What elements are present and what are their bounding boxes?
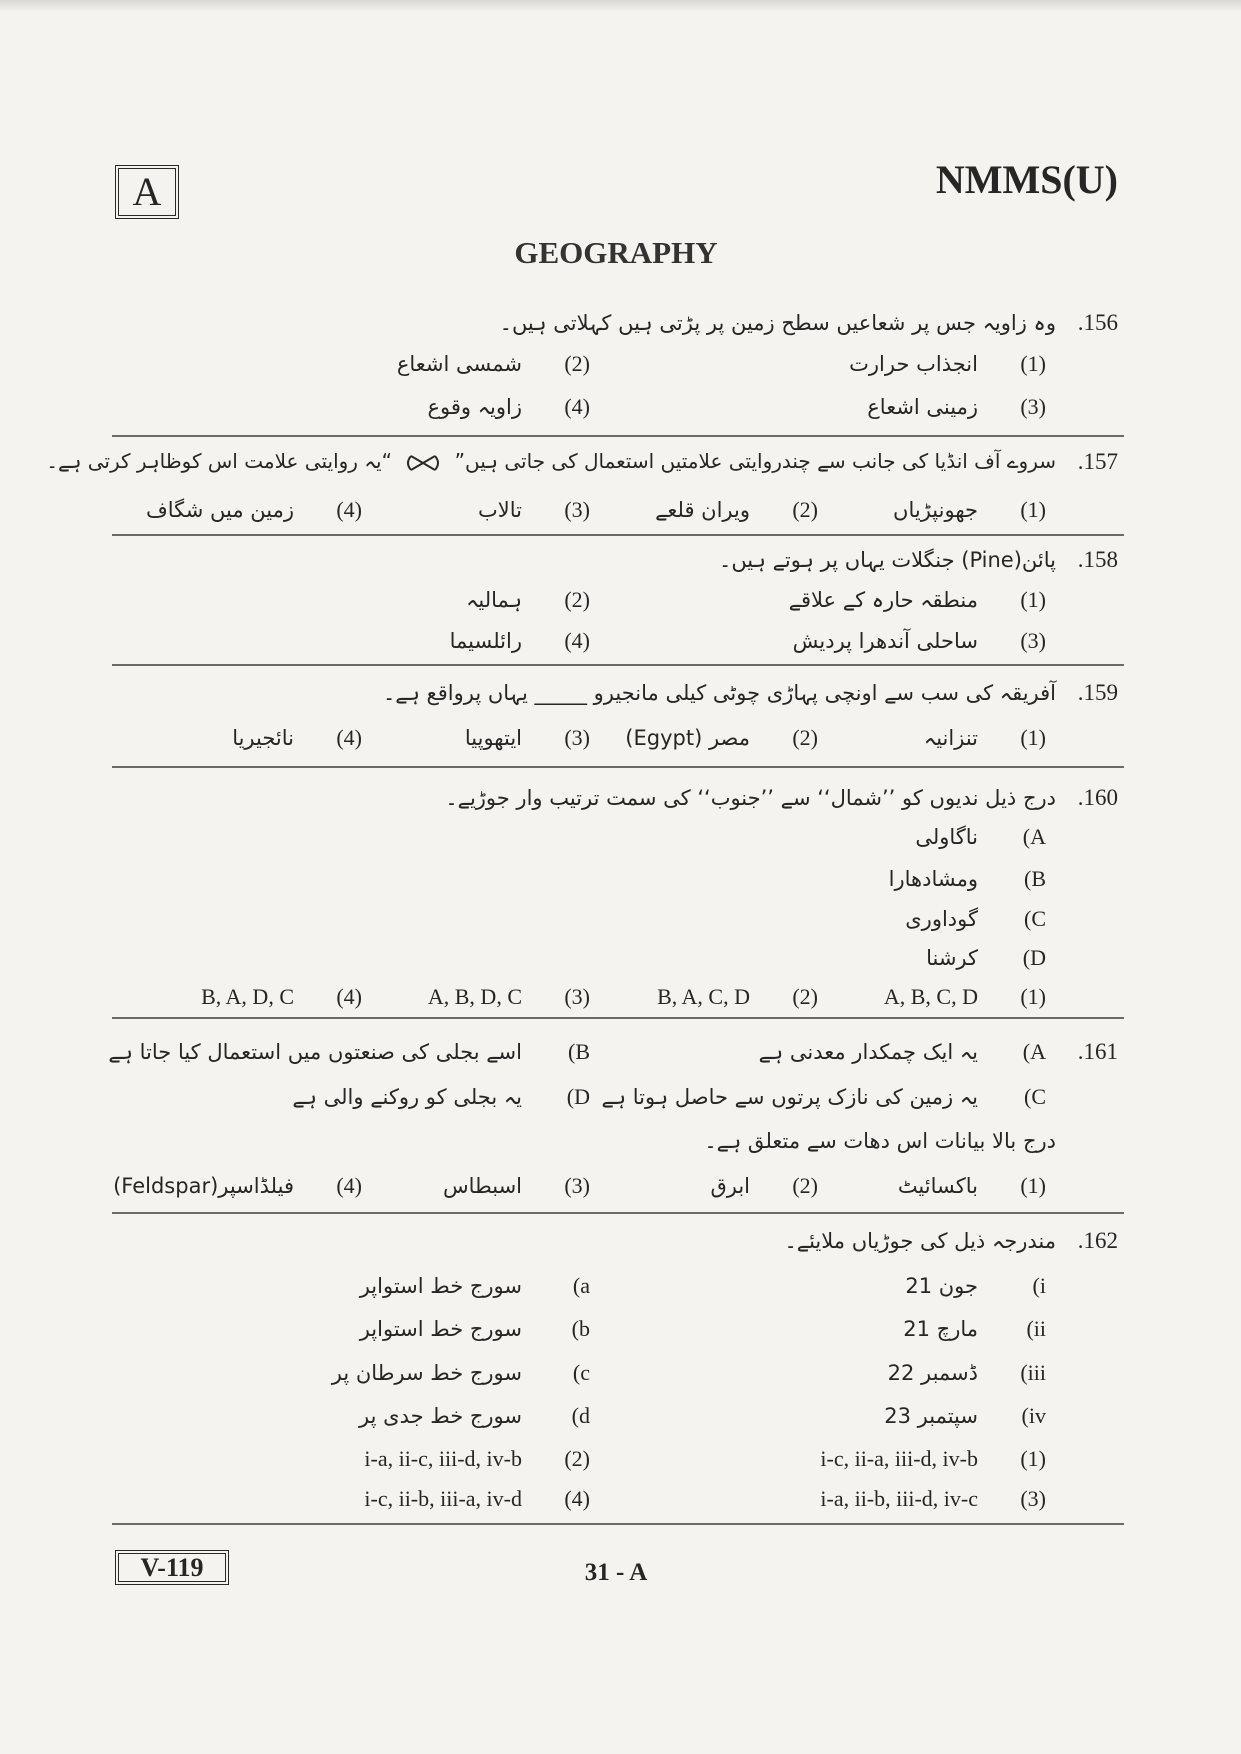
question-number: 157. <box>1077 449 1118 474</box>
question-number: 158. <box>1077 547 1118 572</box>
option-label: (3) <box>1020 1486 1046 1511</box>
list-item <box>112 817 1124 857</box>
match-option <box>112 1403 600 1429</box>
indent <box>1056 738 1124 739</box>
match-pair-row <box>112 1353 1124 1393</box>
option-2 <box>600 984 828 1010</box>
match-option <box>112 1360 600 1386</box>
option-text: باکسائیٹ <box>897 1174 978 1198</box>
match-label: b) <box>571 1316 590 1341</box>
options-row <box>112 621 1124 661</box>
match-text: سورج خط استواپر <box>359 1274 522 1298</box>
item-text: ڈسمبر 22 <box>887 1361 978 1385</box>
statement-text: یہ زمین کی نازک پرتوں سے حاصل ہوتا ہے <box>601 1085 978 1109</box>
question-text-row <box>112 1121 1124 1161</box>
option-text: فیلڈاسپر(Feldspar) <box>113 1174 294 1198</box>
option-3 <box>600 1486 1056 1512</box>
question-text: آفریقہ کی سب سے اونچی پہاڑی چوٹی کیلی مانجیرو _____ یہاں پرواقع ہے۔ <box>382 681 1056 705</box>
statement-b <box>108 1039 600 1065</box>
indent <box>1056 364 1124 365</box>
option-text: تنزانیہ <box>923 726 978 750</box>
booklet-code-box <box>115 165 179 219</box>
indent <box>1056 1373 1124 1374</box>
option-label: (2) <box>564 1446 590 1471</box>
match-text: سورج خط سرطان پر <box>331 1361 522 1385</box>
scan-edge <box>0 0 1241 12</box>
question-160 <box>112 778 1124 818</box>
statement-label: D) <box>566 1084 590 1109</box>
option-3 <box>372 725 600 751</box>
question-162 <box>112 1221 1124 1261</box>
section-title: GEOGRAPHY <box>514 235 718 270</box>
indent <box>1056 1286 1124 1287</box>
options-row <box>112 977 1124 1017</box>
option-label: (1) <box>1020 725 1046 750</box>
page-bottom-divider <box>112 1523 1124 1525</box>
option-4 <box>112 497 372 523</box>
option-text: ویران قلعے <box>655 498 750 522</box>
indent <box>1056 997 1124 998</box>
question-number: 160. <box>1077 785 1118 810</box>
option-2 <box>112 1446 600 1472</box>
option-4 <box>112 1486 600 1512</box>
statement-label: C) <box>1023 1084 1046 1109</box>
option-1 <box>828 497 1056 523</box>
match-item <box>600 1316 1056 1342</box>
option-4 <box>112 1173 372 1199</box>
item-text: ومشادھارا <box>888 867 978 891</box>
option-label: (2) <box>792 497 818 522</box>
question-number: 156. <box>1077 310 1118 335</box>
option-label: (2) <box>792 725 818 750</box>
question-divider <box>112 534 1124 536</box>
indent <box>1056 837 1124 838</box>
option-4 <box>112 725 372 751</box>
indent <box>1056 1186 1124 1187</box>
match-text: سورج خط استواپر <box>359 1317 522 1341</box>
match-label: d) <box>571 1403 590 1428</box>
option-text: زاویہ وقوع <box>427 395 522 419</box>
question-divider <box>112 435 1124 437</box>
option-4 <box>112 628 600 654</box>
question-divider <box>112 664 1124 666</box>
indent <box>1056 407 1124 408</box>
question-text: مندرجہ ذیل کی جوڑیاں ملایئے۔ <box>784 1229 1056 1253</box>
option-1 <box>828 984 1056 1010</box>
item-label: i) <box>1032 1273 1046 1298</box>
indent <box>1056 1097 1124 1098</box>
option-text: رائلسیما <box>449 629 522 653</box>
page-number: 31 - A <box>584 1559 648 1586</box>
option-label: (1) <box>1020 587 1046 612</box>
booklet-code: A <box>132 169 162 214</box>
option-2 <box>112 587 600 613</box>
option-label: (4) <box>336 984 362 1009</box>
statements-row <box>112 1077 1124 1117</box>
option-text: ابرق <box>710 1174 750 1198</box>
option-text: اسبطاس <box>442 1174 522 1198</box>
item-label: D) <box>1022 945 1046 970</box>
option-text: منطقہ حارہ کے علاقے <box>788 588 978 612</box>
option-text: A, B, D, C <box>427 984 522 1009</box>
list-item <box>112 859 1124 899</box>
option-label: (3) <box>564 497 590 522</box>
option-1 <box>600 1446 1056 1472</box>
statement-text: یہ ایک چمکدار معدنی ہے <box>758 1040 978 1064</box>
option-2 <box>600 1173 828 1199</box>
option-label: (1) <box>1020 1173 1046 1198</box>
option-text: i-a, ii-c, iii-d, iv-b <box>364 1446 522 1471</box>
question-text <box>46 449 1056 475</box>
option-label: (3) <box>1020 394 1046 419</box>
option-1 <box>828 1173 1056 1199</box>
option-label: (3) <box>564 984 590 1009</box>
indent <box>1056 879 1124 880</box>
indent <box>1056 1141 1124 1142</box>
item-label: iv) <box>1021 1403 1046 1428</box>
question-divider <box>112 1212 1124 1214</box>
item-text: ناگاولی <box>915 825 978 849</box>
option-text: ایتھوپیا <box>464 726 522 750</box>
question-text-part-2: “یہ روایتی علامت اس کوظاہر کرتی ہے۔ <box>46 449 392 474</box>
option-label: (2) <box>564 587 590 612</box>
indent <box>1056 641 1124 642</box>
question-number: 162. <box>1077 1228 1118 1253</box>
indent <box>1056 510 1124 511</box>
indent <box>1056 919 1124 920</box>
option-1 <box>600 351 1056 377</box>
statement-label: A) <box>1022 1039 1046 1064</box>
question-text: درج ذیل ندیوں کو ’’شمال‘‘ سے ’’جنوب‘‘ کی سمت ترتیب وار جوڑیے۔ <box>445 786 1056 810</box>
option-text: ہمالیہ <box>466 588 522 612</box>
option-label: (1) <box>1020 497 1046 522</box>
option-label: (3) <box>564 1173 590 1198</box>
option-2 <box>600 497 828 523</box>
option-text: انجذاب حرارت <box>849 352 978 376</box>
question-number: 159. <box>1077 680 1118 705</box>
option-text: جھونپڑیاں <box>893 498 978 522</box>
option-text: زمین میں شگاف <box>146 498 294 522</box>
statement-label: B) <box>567 1039 590 1064</box>
option-label: (1) <box>1020 1446 1046 1471</box>
item-text: کرشنا <box>926 946 978 970</box>
option-label: (4) <box>564 1486 590 1511</box>
statement-text: اسے بجلی کی صنعتوں میں استعمال کیا جاتا ہے <box>108 1040 522 1064</box>
options-row <box>112 1166 1124 1206</box>
match-pair-row <box>112 1309 1124 1349</box>
option-label: (1) <box>1020 984 1046 1009</box>
option-text: نائجیریا <box>232 726 294 750</box>
question-text: درج بالا بیانات اس دھات سے متعلق ہے۔ <box>704 1129 1056 1153</box>
indent <box>1056 1329 1124 1330</box>
item-label: A) <box>1022 824 1046 849</box>
option-label: (4) <box>336 725 362 750</box>
match-label: a) <box>572 1273 590 1298</box>
match-item <box>600 1360 1056 1386</box>
options-row <box>112 344 1124 384</box>
item-text: مارچ 21 <box>903 1317 978 1341</box>
option-label: (2) <box>792 984 818 1009</box>
option-text: B, A, C, D <box>657 984 750 1009</box>
option-label: (4) <box>564 628 590 653</box>
option-text: i-a, ii-b, iii-d, iv-c <box>820 1486 978 1511</box>
option-3 <box>372 497 600 523</box>
indent <box>1056 1499 1124 1500</box>
option-text: i-c, ii-b, iii-a, iv-d <box>364 1486 522 1511</box>
item-label: C) <box>1023 906 1046 931</box>
match-pair-row <box>112 1266 1124 1306</box>
option-4 <box>112 394 600 420</box>
option-text: A, B, C, D <box>883 984 978 1009</box>
indent <box>1056 1416 1124 1417</box>
question-text: پائن(Pine) جنگلات یہاں پر ہوتے ہیں۔ <box>719 548 1056 572</box>
match-item <box>600 1273 1056 1299</box>
match-pair-row <box>112 1396 1124 1436</box>
option-2 <box>600 725 828 751</box>
option-3 <box>600 628 1056 654</box>
option-1 <box>828 725 1056 751</box>
option-text: ساحلی آندھرا پردیش <box>792 629 978 653</box>
option-3 <box>600 394 1056 420</box>
option-label: (3) <box>564 725 590 750</box>
option-text: i-c, ii-a, iii-d, iv-b <box>820 1446 978 1471</box>
match-item <box>600 1403 1056 1429</box>
statement-c <box>600 1084 1056 1110</box>
options-row <box>112 1479 1124 1519</box>
option-text: B, A, D, C <box>201 984 294 1009</box>
option-label: (3) <box>1020 628 1046 653</box>
option-3 <box>372 1173 600 1199</box>
item-label: ii) <box>1026 1316 1046 1341</box>
options-row <box>112 1439 1124 1479</box>
indent <box>1056 1459 1124 1460</box>
options-row <box>112 718 1124 758</box>
item-text: جون 21 <box>905 1274 978 1298</box>
option-2 <box>112 351 600 377</box>
exam-code: NMMS(U) <box>935 157 1118 202</box>
question-text-part-1: سروے آف انڈیا کی جانب سے چندروایتی علامتیں استعمال کی جاتی ہیں” <box>454 449 1056 474</box>
option-label: (4) <box>336 1173 362 1198</box>
match-option <box>112 1316 600 1342</box>
item-text: گوداوری <box>905 907 978 931</box>
statement-text: یہ بجلی کو روکنے والی ہے <box>292 1085 522 1109</box>
item-label: B) <box>1023 866 1046 891</box>
booklet-number: V-119 <box>140 1552 204 1582</box>
option-label: (1) <box>1020 351 1046 376</box>
option-text: تالاب <box>478 498 522 522</box>
statement-a <box>600 1039 1056 1065</box>
option-4 <box>112 984 372 1010</box>
question-divider <box>112 766 1124 768</box>
match-text: سورج خط جدی پر <box>359 1404 522 1428</box>
question-divider <box>112 1017 1124 1019</box>
options-row <box>112 580 1124 620</box>
match-label: c) <box>572 1360 590 1385</box>
list-item <box>112 938 1124 978</box>
option-label: (2) <box>792 1173 818 1198</box>
indent <box>1056 600 1124 601</box>
option-text: زمینی اشعاع <box>867 395 978 419</box>
option-1 <box>600 587 1056 613</box>
options-row <box>112 490 1124 530</box>
option-label: (4) <box>564 394 590 419</box>
item-label: iii) <box>1020 1360 1046 1385</box>
options-row <box>112 387 1124 427</box>
option-text: شمسی اشعاع <box>396 352 522 376</box>
question-number: 161. <box>1077 1039 1118 1064</box>
indent <box>1056 958 1124 959</box>
question-157 <box>46 442 1124 482</box>
option-text: مصر (Egypt) <box>625 726 750 750</box>
option-3 <box>372 984 600 1010</box>
question-156 <box>112 303 1124 343</box>
question-159 <box>112 673 1124 713</box>
question-161 <box>108 1032 1124 1072</box>
statement-d <box>112 1084 600 1110</box>
question-158 <box>112 540 1124 580</box>
option-label: (2) <box>564 351 590 376</box>
match-option <box>112 1273 600 1299</box>
question-text: وہ زاویہ جس پر شعاعیں سطح زمین پر پڑتی ہیں کہلاتی ہیں۔ <box>499 311 1056 335</box>
item-text: سپتمبر 23 <box>884 1404 978 1428</box>
map-symbol-icon <box>406 451 440 475</box>
list-item <box>112 899 1124 939</box>
option-label: (4) <box>336 497 362 522</box>
